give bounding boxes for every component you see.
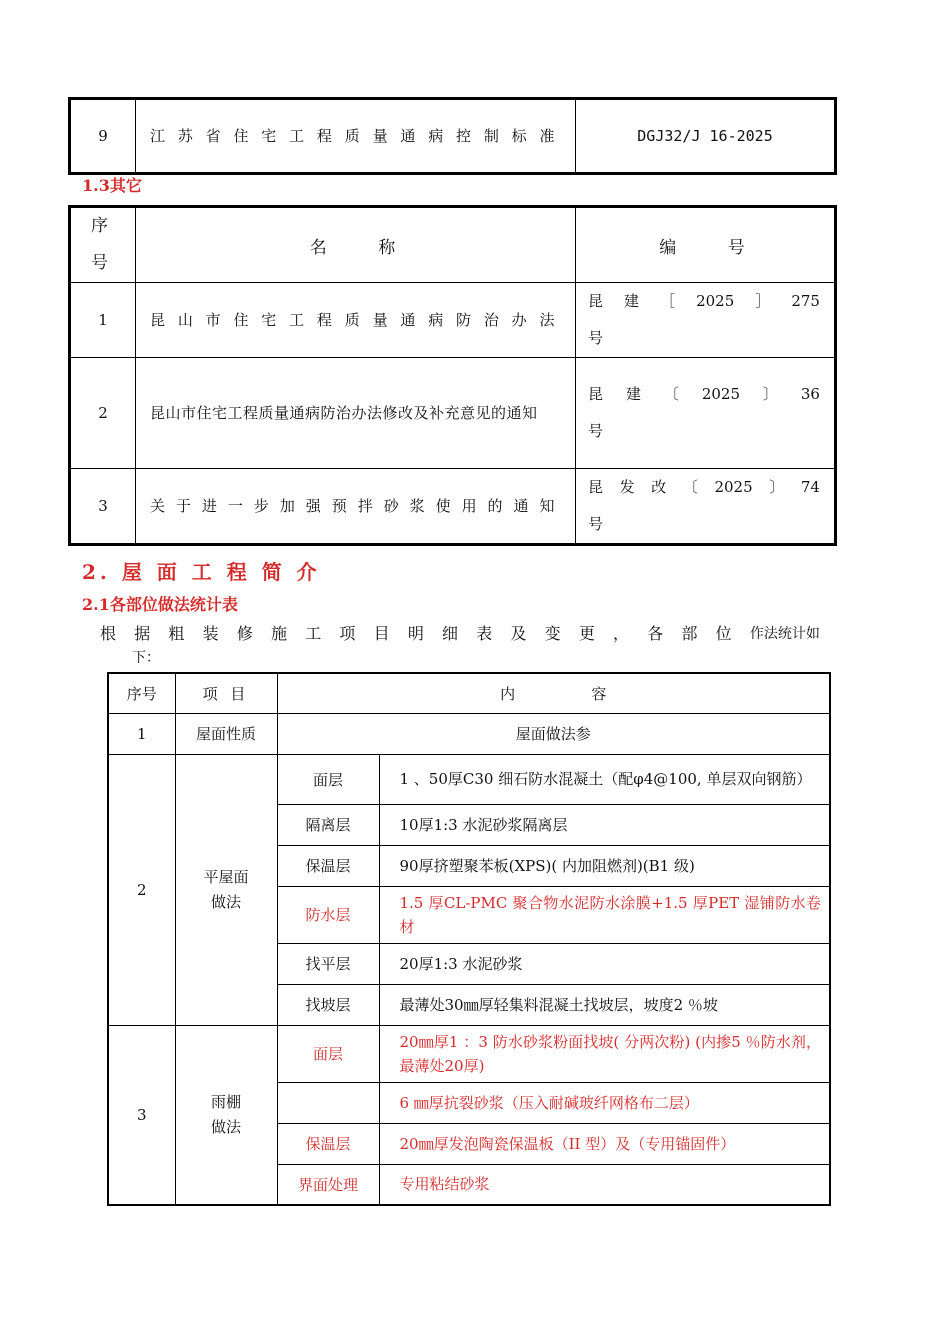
intro-char: 目 [373,624,390,643]
code-part: 昆 [588,478,604,496]
header-content: 内 容 [277,673,830,713]
row-number: 3 [70,469,136,545]
header-name: 名 称 [136,207,576,283]
header-no: 序号 [108,673,175,713]
document-code [576,358,836,469]
intro-char: 修 [236,624,253,643]
table-row [108,1025,830,1082]
section-2-1-heading: 2.1各部位做法统计表 [82,595,238,614]
intro-char: 根 [100,624,117,643]
intro-char: 施 [271,624,288,643]
intro-char: 各 [647,624,664,643]
intro-char: 项 [339,624,356,643]
code-part: 昆 [588,292,604,310]
row-number: 2 [70,358,136,469]
table-header-row [70,207,836,283]
layer-description: 20厚1:3 水泥砂浆 [379,943,830,984]
code-part: 2025 [701,385,740,403]
table-row [70,283,836,358]
code-part: 〔 [663,385,679,403]
intro-char: 装 [202,624,219,643]
intro-char: 更 [578,624,595,643]
intro-char: ， [613,624,630,643]
intro-char: 工 [305,624,322,643]
code-part: 74 [800,478,820,496]
standard-code: DGJ32/J 16-2025 [576,99,836,174]
item-name: 屋面性质 [175,713,277,754]
code-part: 改 [651,478,667,496]
layer-description: 10厚1:3 水泥砂浆隔离层 [379,804,830,845]
code-part: ［ [660,292,676,310]
code-part: 建 [624,292,640,310]
header-no: 序号 [70,207,136,283]
layer-description: 1.5 厚CL-PMC 聚合物水泥防水涂膜+1.5 厚PET 湿铺防水卷材 [379,886,830,943]
layer-description: 20㎜厚发泡陶瓷保温板（II 型）及（专用锚固件） [379,1123,830,1164]
section-1-3-heading: 1.3其它 [82,176,142,195]
code-part: 〕 [762,385,778,403]
item-content: 屋面做法参 [277,713,830,754]
table-row [108,713,830,754]
item-name: 平屋面 做法 [175,754,277,1025]
layer-description: 6 ㎜厚抗裂砂浆（压入耐碱玻纤网格布二层） [379,1082,830,1123]
document-code [576,283,836,358]
intro-char: 粗 [168,624,185,643]
code-suffix: 号 [588,422,604,440]
layer-name: 保温层 [277,845,379,886]
intro-line-2: 下： [132,650,160,666]
layer-name: 保温层 [277,1123,379,1164]
intro-char: 位 [715,624,732,643]
row-number: 3 [108,1025,175,1205]
row-number: 2 [108,754,175,1025]
code-suffix: 号 [588,329,604,347]
code-part: 昆 [588,385,604,403]
intro-char: 部 [681,624,698,643]
section-2-heading: 2. 屋 面 工 程 简 介 [82,560,321,584]
table-row [108,754,830,804]
layer-description: 专用粘结砂浆 [379,1164,830,1205]
document-name: 昆山市住宅工程质量通病防治办法 [136,283,576,358]
intro-tail: 作法统计如 [749,626,820,642]
other-documents-table [68,205,837,546]
code-part: 275 [791,292,820,310]
code-part: 2025 [696,292,735,310]
row-number: 1 [70,283,136,358]
code-part: 〔 [682,478,698,496]
intro-char: 细 [442,624,459,643]
code-part: 36 [800,385,820,403]
code-part: 〕 [769,478,785,496]
layer-name: 面层 [277,1025,379,1082]
row-number: 9 [70,99,136,174]
code-part: 2025 [714,478,753,496]
document-name: 关于进一步加强预拌砂浆使用的通知 [136,469,576,545]
intro-paragraph [100,622,820,670]
layer-name: 找平层 [277,943,379,984]
layer-name: 找坡层 [277,984,379,1025]
code-part: 建 [625,385,641,403]
intro-char: 据 [134,624,151,643]
code-part: 发 [619,478,635,496]
table-row [70,469,836,545]
layer-description: 90厚挤塑聚苯板(XPS)( 内加阻燃剂)(B1 级) [379,845,830,886]
layer-name: 界面处理 [277,1164,379,1205]
intro-char: 及 [510,624,527,643]
table-row [70,99,836,174]
header-item: 项 目 [175,673,277,713]
table-row [70,358,836,469]
layer-name [277,1082,379,1123]
layer-name: 防水层 [277,886,379,943]
code-suffix: 号 [588,515,604,533]
document-name: 昆山市住宅工程质量通病防治办法修改及补充意见的通知 [136,358,576,469]
row-number: 1 [108,713,175,754]
layer-name: 面层 [277,754,379,804]
document-code [576,469,836,545]
layer-description: 1 、50厚C30 细石防水混凝土（配φ4@100, 单层双向钢筋） [379,754,830,804]
intro-char: 表 [476,624,493,643]
intro-char: 变 [544,624,561,643]
layer-name: 隔离层 [277,804,379,845]
item-name: 雨棚 做法 [175,1025,277,1205]
table-header-row [108,673,830,713]
code-part: ］ [755,292,771,310]
layer-description: 20㎜厚1 ：3 防水砂浆粉面找坡( 分两次粉) (内掺5 ％防水剂，最薄处20厚) [379,1025,830,1082]
intro-char: 明 [407,624,424,643]
layer-description: 最薄处30㎜厚轻集料混凝土找坡层，坡度2 ％坡 [379,984,830,1025]
standards-table [68,97,837,175]
standard-name: 江苏省住宅工程质量通病控制标准 [136,99,576,174]
roof-practice-table [107,672,831,1206]
header-code: 编 号 [576,207,836,283]
